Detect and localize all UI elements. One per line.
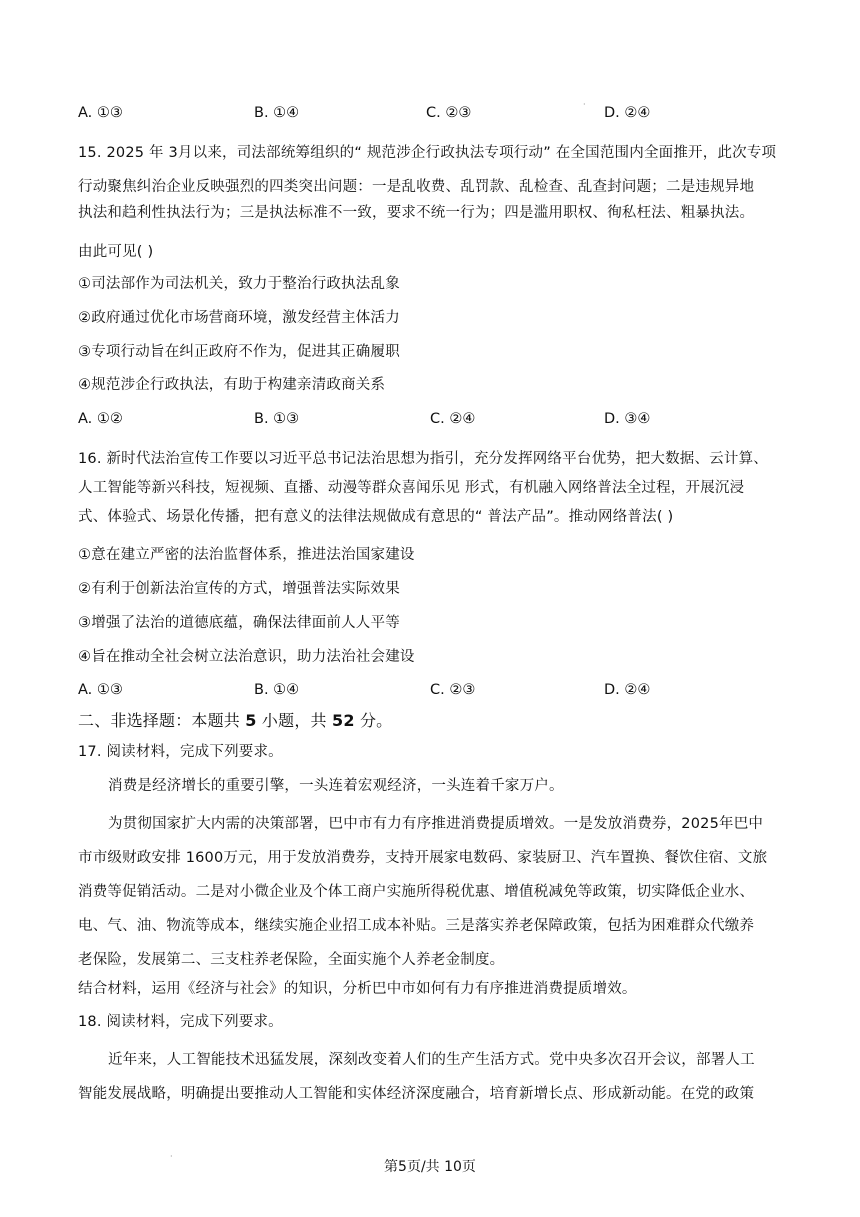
q15-stem-line-2: 行动聚焦纠治企业反映强烈的四类突出问题：一是乱收费、乱罚款、乱检查、乱查封问题；二是违规异地	[78, 179, 755, 195]
q15-option-a: A. ①②	[78, 411, 123, 427]
q16-statement-4: ④旨在推动全社会树立法治意识，助力法治社会建设	[78, 649, 415, 665]
section-2-score: 52	[332, 711, 355, 730]
q16-option-d: D. ②④	[604, 682, 651, 698]
q14-option-b: B. ①④	[254, 105, 300, 121]
section-2-mid: 小题，共	[256, 711, 333, 730]
q16-stem-line-2: 人工智能等新兴科技，短视频、直播、动漫等群众喜闻乐见 形式，有机融入网络普法全过程，开展沉浸	[78, 480, 745, 496]
q14-option-c: C. ②③	[426, 105, 472, 121]
q15-statement-1: ①司法部作为司法机关，致力于整治行政执法乱象	[78, 276, 400, 292]
q15-statement-4: ④规范涉企行政执法，有助于构建亲清政商关系	[78, 377, 386, 393]
page-number-footer: 第5页/共 10页	[384, 1159, 476, 1175]
q16-stem-line-3: 式、体验式、场景化传播，把有意义的法律法规做成有意思的“ 普法产品”。推动网络普法( )	[78, 509, 674, 525]
q14-option-d: D. ②④	[604, 105, 651, 121]
q18-paragraph-1-line-1: 近年来，人工智能技术迅猛发展，深刻改变着人们的生产生活方式。党中央多次召开会议，部署人工	[108, 1052, 755, 1068]
q14-option-a: A. ①③	[78, 105, 123, 121]
q15-options	[78, 409, 798, 429]
section-2-suffix: 分。	[354, 711, 393, 730]
q15-stem-line-3: 执法和趋利性执法行为；三是执法标准不一致，要求不统一行为；四是滥用职权、徇私枉法、粗暴执法。	[78, 205, 755, 221]
q15-prompt: 由此可见( )	[78, 244, 154, 260]
stray-dot: ·	[170, 1152, 173, 1161]
q15-option-c: C. ②④	[430, 411, 476, 427]
q17-paragraph-2-line-3: 消费等促销活动。二是对小微企业及个体工商户实施所得税优惠、增值税减免等政策，切实降低企业水、	[78, 884, 755, 900]
q17-paragraph-2-line-1: 为贯彻国家扩大内需的决策部署，巴中市有力有序推进消费提质增效。一是发放消费券，2025年巴中	[108, 816, 764, 832]
q16-options	[78, 680, 798, 700]
q17-paragraph-2-line-5: 老保险，发展第二、三支柱养老保险，全面实施个人养老金制度。	[78, 952, 505, 968]
q17-paragraph-2-line-2: 市市级财政安排 1600万元，用于发放消费券，支持开展家电数码、家装厨卫、汽车置换、餐饮住宿、文旅	[78, 850, 768, 866]
section-2-prefix: 二、非选择题：本题共	[78, 711, 246, 730]
q17-title: 17. 阅读材料，完成下列要求。	[78, 744, 283, 760]
q16-option-a: A. ①③	[78, 682, 123, 698]
q17-paragraph-1: 消费是经济增长的重要引擎，一头连着宏观经济，一头连着千家万户。	[108, 778, 564, 794]
q16-statement-2: ②有利于创新法治宣传的方式，增强普法实际效果	[78, 581, 400, 597]
q16-statement-1: ①意在建立严密的法治监督体系，推进法治国家建设	[78, 547, 415, 563]
q18-paragraph-1-line-2: 智能发展战略，明确提出要推动人工智能和实体经济深度融合，培育新增长点、形成新动能。在党的政策	[78, 1086, 755, 1102]
q16-stem-line-1: 16. 新时代法治宣传工作要以习近平总书记法治思想为指引，充分发挥网络平台优势，把大数据、云计算、	[78, 451, 768, 467]
section-2-heading	[78, 711, 798, 731]
q18-title: 18. 阅读材料，完成下列要求。	[78, 1014, 283, 1030]
q16-option-b: B. ①④	[254, 682, 300, 698]
q15-option-d: D. ③④	[604, 411, 651, 427]
q15-statement-2: ②政府通过优化市场营商环境，激发经营主体活力	[78, 310, 400, 326]
q15-stem-line-1: 15. 2025 年 3月以来，司法部统筹组织的“ 规范涉企行政执法专项行动” 在全国范围内全面推开，此次专项	[78, 145, 777, 161]
q17-question: 结合材料，运用《经济与社会》的知识，分析巴中市如何有力有序推进消费提质增效。	[78, 981, 637, 997]
q15-option-b: B. ①③	[254, 411, 300, 427]
q15-statement-3: ③专项行动旨在纠正政府不作为，促进其正确履职	[78, 344, 400, 360]
q17-paragraph-2-line-4: 电、气、油、物流等成本，继续实施企业招工成本补贴。三是落实养老保障政策，包括为困难群众代缴养	[78, 918, 755, 934]
q14-options	[78, 103, 798, 123]
section-2-question-count: 5	[245, 711, 257, 730]
stray-dot: ·	[583, 100, 586, 109]
q16-option-c: C. ②③	[430, 682, 476, 698]
q16-statement-3: ③增强了法治的道德底蕴，确保法律面前人人平等	[78, 615, 400, 631]
